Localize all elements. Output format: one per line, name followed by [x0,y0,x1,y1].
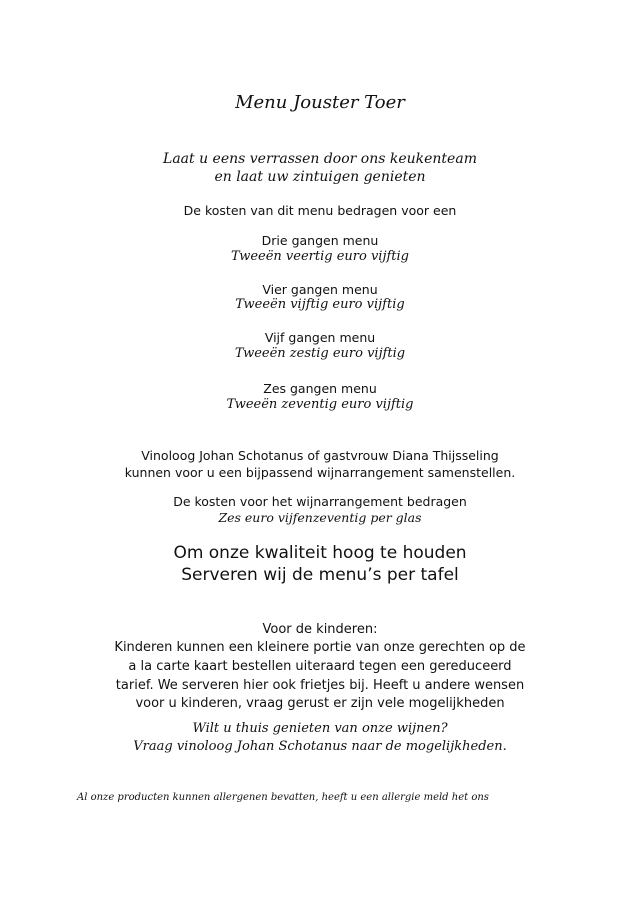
intro-line: en laat uw zintuigen genieten [214,169,426,185]
page-title: Menu Jouster Toer [235,92,405,113]
kids-line: a la carte kaart bestellen uiteraard tegen een gereduceerd [128,659,512,674]
kids-line: tarief. We serveren hier ook frietjes bij. Heeft u andere wensen [115,678,525,693]
menu-name: Zes gangen menu [263,381,377,396]
wine-home-line: Wilt u thuis genieten van onze wijnen? [192,721,448,736]
wine-line: Vinoloog Johan Schotanus of gastvrouw Diana Thijsseling [141,448,499,463]
menu-price: Tweeën zeventig euro vijftig [226,397,414,412]
kids-line: Kinderen kunnen een kleinere portie van onze gerechten op de [114,640,526,655]
quality-line: Om onze kwaliteit hoog te houden [173,543,467,563]
menu-name: Drie gangen menu [261,233,379,248]
menu-price: Tweeën zestig euro vijftig [234,346,406,361]
wine-line: kunnen voor u een bijpassend wijnarrangement samenstellen. [124,465,516,480]
kids-heading: Voor de kinderen: [262,622,378,637]
menu-price: Tweeën vijftig euro vijftig [235,297,405,312]
wine-cost-price: Zes euro vijfenzeventig per glas [218,510,422,525]
quality-line: Serveren wij de menu’s per tafel [181,565,459,585]
menu-price: Tweeën veertig euro vijftig [231,249,409,264]
menu-name: Vijf gangen menu [264,330,376,345]
allergy-footer: Al onze producten kunnen allergenen bevatten, heeft u een allergie meld het ons [77,792,489,803]
kids-line: voor u kinderen, vraag gerust er zijn vele mogelijkheden [135,696,505,711]
menu-name: Vier gangen menu [262,282,378,297]
intro-line: Laat u eens verrassen door ons keukenteam [163,151,477,167]
wine-cost-label: De kosten voor het wijnarrangement bedragen [173,494,467,509]
wine-home-line: Vraag vinoloog Johan Schotanus naar de mogelijkheden. [133,739,507,754]
cost-intro: De kosten van dit menu bedragen voor een [183,203,457,218]
